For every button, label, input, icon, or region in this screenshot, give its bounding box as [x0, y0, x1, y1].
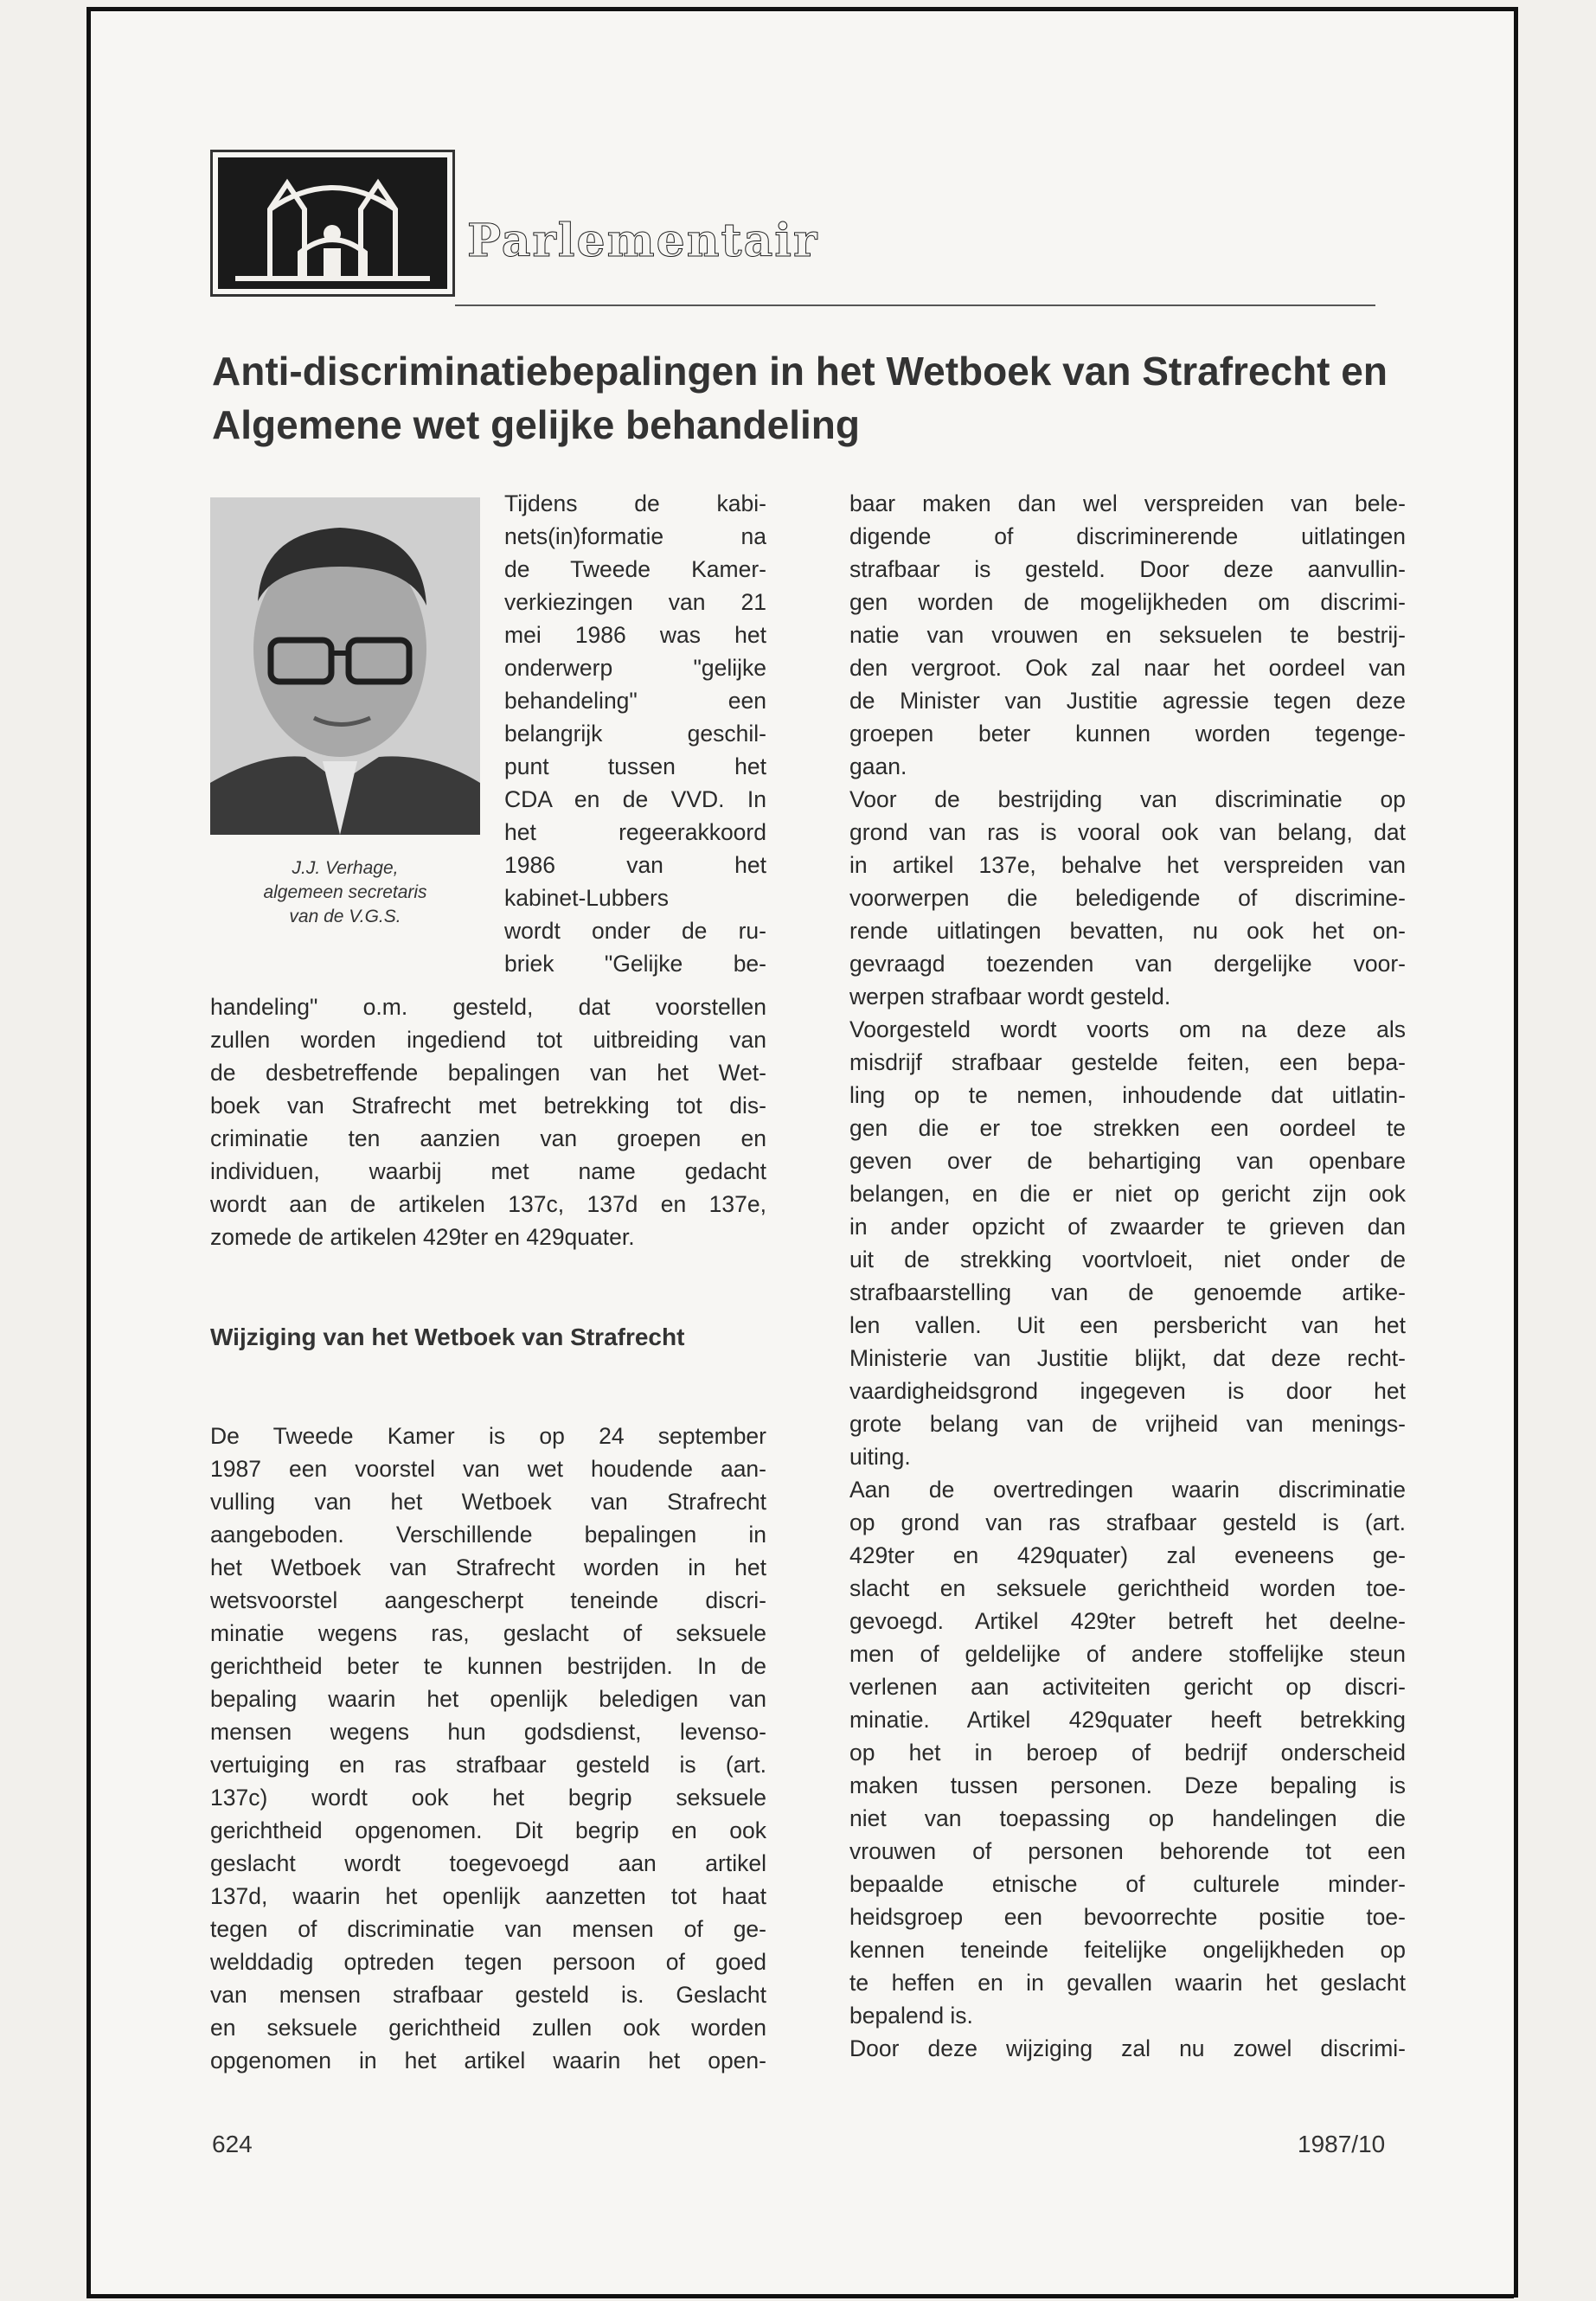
text-line: men of geldelijke of andere stoffelijke steun [849, 1641, 1406, 1667]
text-line: en seksuele gerichtheid zullen ook worden [210, 2015, 766, 2041]
text-line: tegen of discriminatie van mensen of ge- [210, 1916, 766, 1942]
text-line: gevraagd toezenden van dergelijke voor- [849, 951, 1406, 977]
article-title: Anti-discriminatiebepalingen in het Wetboek van Strafrecht en Algemene wet gelijke behandeling [212, 349, 1388, 447]
text-line: uit de strekking voortvloeit, niet onder de [849, 1247, 1406, 1272]
text-line: voorwerpen die beledigende of discrimine- [849, 885, 1406, 911]
text-line: Ministerie van Justitie blijkt, dat deze recht- [849, 1345, 1406, 1371]
text-line: Aan de overtredingen waarin discriminatie [849, 1477, 1406, 1503]
intro-text-narrow [504, 487, 766, 980]
text-line: nets(in)formatie na [504, 523, 766, 549]
text-line: heidsgroep een bevoorrechte positie toe- [849, 1904, 1406, 1930]
text-line: vrouwen of personen behorende tot een [849, 1838, 1406, 1864]
text-line: mei 1986 was het [504, 622, 766, 648]
text-line: Door deze wijziging zal nu zowel discrimi- [849, 2035, 1406, 2061]
text-line: groepen beter kunnen worden tegenge- [849, 721, 1406, 747]
text-line: welddadig optreden tegen persoon of goed [210, 1949, 766, 1975]
text-line: van mensen strafbaar gesteld is. Geslacht [210, 1982, 766, 2008]
text-line: geslacht wordt toegevoegd aan artikel [210, 1850, 766, 1876]
text-line: in artikel 137e, behalve het verspreiden van [849, 852, 1406, 878]
text-line: zomede de artikelen 429ter en 429quater. [210, 1224, 635, 1250]
text-line: het Wetboek van Strafrecht worden in het [210, 1554, 766, 1580]
text-line: 1986 van het [504, 852, 766, 878]
text-line: 137d, waarin het openlijk aanzetten tot haat [210, 1883, 766, 1909]
text-line: aangeboden. Verschillende bepalingen in [210, 1522, 766, 1548]
text-line: opgenomen in het artikel waarin het open- [210, 2048, 766, 2073]
text-line: verkiezingen van 21 [504, 589, 766, 615]
text-line: vulling van het Wetboek van Strafrecht [210, 1489, 766, 1515]
top-border [87, 7, 1514, 11]
text-line: boek van Strafrecht met betrekking tot dis- [210, 1093, 766, 1118]
text-line: te heffen en in gevallen waarin het geslacht [849, 1970, 1406, 1996]
text-line: bepalend is. [849, 2003, 973, 2029]
text-line: 1987 een voorstel van wet houdende aan- [210, 1456, 766, 1482]
text-line: gen worden de mogelijkheden om discrimi- [849, 589, 1406, 615]
text-line: wordt aan de artikelen 137c, 137d en 137e, [210, 1191, 766, 1217]
text-line: rende uitlatingen bevatten, nu ook het on- [849, 918, 1406, 944]
text-line: mensen wegens hun godsdienst, levenso- [210, 1719, 766, 1745]
text-line: 137c) wordt ook het begrip seksuele [210, 1785, 766, 1811]
text-line: grond van ras is vooral ook van belang, dat [849, 819, 1406, 845]
text-line: gaan. [849, 753, 907, 779]
text-line: digende of discriminerende uitlatingen [849, 523, 1406, 549]
caption-line: algemeen secretaris [263, 882, 427, 902]
text-line: ling op te nemen, inhoudende dat uitlatin- [849, 1082, 1406, 1108]
header-divider [455, 304, 1375, 306]
text-line: gerichtheid beter te kunnen bestrijden. In de [210, 1653, 766, 1679]
brand-name: Parlementair [467, 215, 819, 267]
page-number: 624 [212, 2131, 253, 2157]
author-photo [210, 497, 480, 835]
text-line: niet van toepassing op handelingen die [849, 1805, 1406, 1831]
text-line: geven over de behartiging van openbare [849, 1148, 1406, 1174]
text-line: belangen, en die er niet op gericht zijn ook [849, 1181, 1406, 1207]
parliament-logo [210, 150, 455, 297]
text-line: strafbaarstelling van de genoemde artike- [849, 1279, 1406, 1305]
text-line: minatie wegens ras, geslacht of seksuele [210, 1620, 766, 1646]
text-line: baar maken dan wel verspreiden van bele- [849, 490, 1406, 516]
text-line: individuen, waarbij met name gedacht [210, 1158, 766, 1184]
issue-number: 1987/10 [1298, 2131, 1386, 2157]
text-line: wetsvoorstel aangescherpt teneinde discri- [210, 1587, 766, 1613]
text-line: Voorgesteld wordt voorts om na deze als [849, 1016, 1406, 1042]
text-line: misdrijf strafbaar gestelde feiten, een bepa- [849, 1049, 1406, 1075]
text-line: de Minister van Justitie agressie tegen deze [849, 688, 1406, 714]
text-line: zullen worden ingediend tot uitbreiding van [210, 1027, 766, 1053]
text-line: Voor de bestrijding van discriminatie op [849, 786, 1406, 812]
text-line: belangrijk geschil- [504, 721, 766, 747]
text-line: handeling" o.m. gesteld, dat voorstellen [210, 994, 766, 1020]
text-line: vertuiging en ras strafbaar gesteld is (art. [210, 1752, 766, 1778]
text-line: kennen teneinde feitelijke ongelijkheden op [849, 1937, 1406, 1963]
text-line: 429ter en 429quater) zal eveneens ge- [849, 1542, 1406, 1568]
right-column-text [849, 487, 1406, 2065]
text-line: vaardigheidsgrond ingegeven is door het [849, 1378, 1406, 1404]
text-line: gen die er toe strekken een oordeel te [849, 1115, 1406, 1141]
intro-text-wide [210, 990, 766, 1253]
text-line: in ander opzicht of zwaarder te grieven dan [849, 1214, 1406, 1240]
text-line: briek "Gelijke be- [504, 951, 766, 977]
section-body [210, 1420, 766, 2077]
text-line: strafbaar is gesteld. Door deze aanvullin- [849, 556, 1406, 582]
text-line: gerichtheid opgenomen. Dit begrip en ook [210, 1817, 766, 1843]
text-line: verlenen aan activiteiten gericht op discri- [849, 1674, 1406, 1700]
text-line: De Tweede Kamer is op 24 september [210, 1423, 766, 1449]
section-heading: Wijziging van het Wetboek van Strafrecht [210, 1324, 685, 1350]
text-line: behandeling" een [504, 688, 766, 714]
bottom-border [87, 2294, 1514, 2298]
text-line: CDA en de VVD. In [504, 786, 766, 812]
text-line: natie van vrouwen en seksuelen te bestrij- [849, 622, 1406, 648]
text-line: wordt onder de ru- [504, 918, 766, 944]
text-line: grote belang van de vrijheid van menings- [849, 1411, 1406, 1437]
text-line: bepaalde etnische of culturele minder- [849, 1871, 1406, 1897]
text-line: het regeerakkoord [504, 819, 766, 845]
text-line: len vallen. Uit een persbericht van het [849, 1312, 1406, 1338]
parliament-building-icon [218, 157, 447, 289]
text-line: gevoegd. Artikel 429ter betreft het deelne- [849, 1608, 1406, 1634]
text-line: Tijdens de kabi- [504, 490, 766, 516]
text-line: uiting. [849, 1444, 911, 1470]
text-line: de desbetreffende bepalingen van het Wet- [210, 1060, 766, 1086]
caption-line: van de V.G.S. [289, 907, 401, 926]
caption-line: J.J. Verhage, [292, 858, 399, 878]
text-line: maken tussen personen. Deze bepaling is [849, 1772, 1406, 1798]
text-line: punt tussen het [504, 753, 766, 779]
text-line: criminatie ten aanzien van groepen en [210, 1125, 766, 1151]
text-line: onderwerp "gelijke [504, 655, 766, 681]
photo-caption [210, 856, 480, 929]
text-line: slacht en seksuele gerichtheid worden toe- [849, 1575, 1406, 1601]
text-line: op grond van ras strafbaar gesteld is (art. [849, 1509, 1406, 1535]
text-line: op het in beroep of bedrijf onderscheid [849, 1740, 1406, 1766]
text-line: de Tweede Kamer- [504, 556, 766, 582]
text-line: minatie. Artikel 429quater heeft betrekking [849, 1707, 1406, 1733]
text-line: bepaling waarin het openlijk beledigen van [210, 1686, 766, 1712]
text-line: den vergroot. Ook zal naar het oordeel van [849, 655, 1406, 681]
text-line: werpen strafbaar wordt gesteld. [849, 984, 1171, 1009]
text-line: kabinet-Lubbers [504, 885, 670, 911]
